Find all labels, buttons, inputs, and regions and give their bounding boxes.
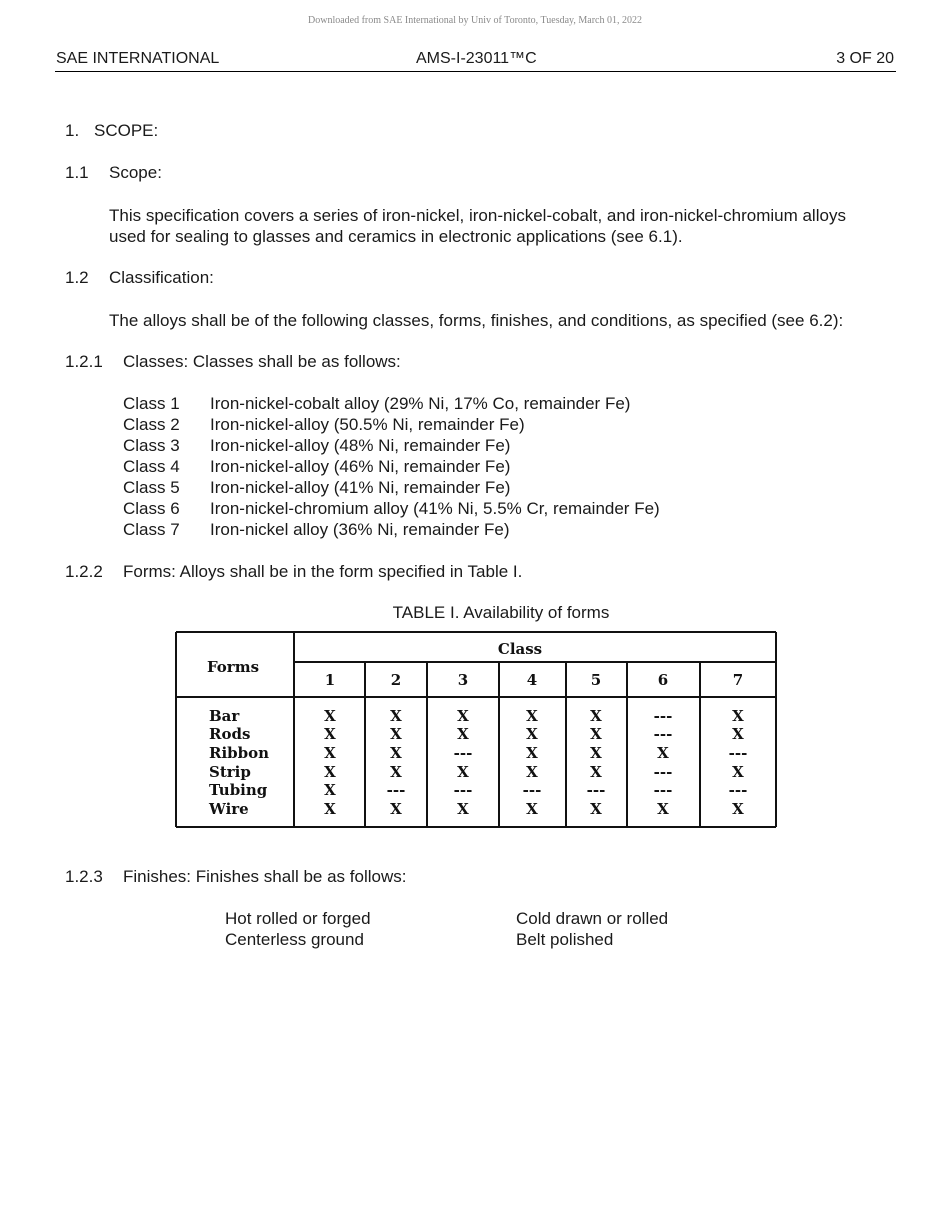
class-label: Class 4 bbox=[123, 457, 180, 476]
availability-cell: X bbox=[732, 707, 744, 725]
section-1-2-title: Classification: bbox=[109, 268, 214, 287]
availability-cell: X bbox=[590, 800, 602, 818]
availability-cell: --- bbox=[586, 781, 606, 799]
section-1-1-title: Scope: bbox=[109, 163, 162, 182]
availability-cell: X bbox=[526, 744, 538, 762]
section-1-number: 1. bbox=[65, 121, 80, 140]
class-label: Class 3 bbox=[123, 436, 180, 455]
class-list-item bbox=[123, 457, 510, 477]
availability-cell: X bbox=[457, 763, 469, 781]
class-description: Iron-nickel-alloy (41% Ni, remainder Fe) bbox=[210, 478, 511, 497]
availability-cell: X bbox=[324, 800, 336, 818]
class-number: 3 bbox=[457, 671, 469, 689]
availability-cell: --- bbox=[653, 725, 673, 743]
availability-cell: X bbox=[657, 800, 669, 818]
table-body bbox=[208, 707, 747, 818]
section-1-2-2-number: 1.2.2 bbox=[65, 562, 103, 581]
table-row bbox=[209, 725, 744, 743]
class-list-item bbox=[123, 478, 510, 498]
section-1-2-1-title: Classes: Classes shall be as follows: bbox=[123, 352, 401, 371]
header-rule bbox=[55, 71, 896, 72]
form-name: Strip bbox=[209, 763, 251, 781]
class-list-item bbox=[123, 499, 660, 519]
availability-cell: X bbox=[590, 725, 602, 743]
form-name: Tubing bbox=[209, 781, 268, 799]
finish-item: Hot rolled or forged bbox=[225, 909, 371, 928]
header-document-id: AMS-I-23011™C bbox=[416, 50, 537, 67]
class-description: Iron-nickel-alloy (48% Ni, remainder Fe) bbox=[210, 436, 511, 455]
header-page-number: 3 OF 20 bbox=[836, 50, 894, 67]
availability-cell: --- bbox=[522, 781, 542, 799]
availability-cell: --- bbox=[728, 744, 748, 762]
forms-availability-table bbox=[173, 628, 779, 830]
availability-cell: X bbox=[732, 725, 744, 743]
class-number-row bbox=[325, 671, 743, 689]
table-title: TABLE I. Availability of forms bbox=[392, 603, 610, 622]
class-label: Class 6 bbox=[123, 499, 180, 518]
class-header: Class bbox=[497, 640, 543, 658]
finish-item: Cold drawn or rolled bbox=[516, 909, 669, 928]
class-list-item bbox=[123, 520, 510, 540]
availability-cell: X bbox=[390, 763, 402, 781]
availability-cell: X bbox=[390, 800, 402, 818]
availability-cell: --- bbox=[453, 744, 473, 762]
availability-cell: X bbox=[457, 725, 469, 743]
class-number: 2 bbox=[390, 671, 402, 689]
availability-cell: X bbox=[324, 744, 336, 762]
availability-cell: X bbox=[657, 744, 669, 762]
availability-cell: X bbox=[590, 763, 602, 781]
section-1-title: SCOPE: bbox=[94, 121, 159, 140]
availability-cell: X bbox=[590, 707, 602, 725]
form-name: Ribbon bbox=[209, 744, 270, 762]
availability-cell: --- bbox=[653, 763, 673, 781]
form-name: Bar bbox=[209, 707, 240, 725]
availability-cell: X bbox=[324, 763, 336, 781]
table-row bbox=[209, 707, 744, 725]
class-description: Iron-nickel-alloy (46% Ni, remainder Fe) bbox=[210, 457, 511, 476]
class-label: Class 1 bbox=[123, 394, 180, 413]
class-description: Iron-nickel-alloy (50.5% Ni, remainder Fe) bbox=[210, 415, 525, 434]
table-row bbox=[209, 781, 747, 799]
availability-cell: X bbox=[324, 707, 336, 725]
availability-cell: X bbox=[732, 800, 744, 818]
availability-cell: --- bbox=[653, 781, 673, 799]
class-number: 5 bbox=[590, 671, 602, 689]
section-1-2-2-title: Forms: Alloys shall be in the form specified in Table I. bbox=[123, 562, 523, 581]
class-list-item bbox=[123, 394, 630, 414]
section-1-2-3-number: 1.2.3 bbox=[65, 867, 103, 886]
availability-cell: X bbox=[732, 763, 744, 781]
class-list-item bbox=[123, 436, 510, 456]
class-description: Iron-nickel-chromium alloy (41% Ni, 5.5% Cr, remainder Fe) bbox=[210, 499, 660, 518]
header-publisher: SAE INTERNATIONAL bbox=[56, 50, 220, 67]
availability-cell: --- bbox=[653, 707, 673, 725]
class-description: Iron-nickel alloy (36% Ni, remainder Fe) bbox=[210, 520, 510, 539]
classification-paragraph: The alloys shall be of the following classes, forms, finishes, and conditions, as specified (see 6.2): bbox=[109, 311, 844, 330]
availability-cell: --- bbox=[453, 781, 473, 799]
availability-cell: --- bbox=[728, 781, 748, 799]
availability-cell: X bbox=[526, 725, 538, 743]
table-row bbox=[208, 800, 744, 818]
availability-cell: X bbox=[324, 781, 336, 799]
class-number: 6 bbox=[657, 671, 669, 689]
availability-cell: X bbox=[324, 725, 336, 743]
availability-cell: X bbox=[526, 763, 538, 781]
availability-cell: X bbox=[390, 725, 402, 743]
availability-cell: X bbox=[390, 744, 402, 762]
availability-cell: X bbox=[457, 707, 469, 725]
availability-cell: X bbox=[526, 707, 538, 725]
class-description: Iron-nickel-cobalt alloy (29% Ni, 17% Co, remainder Fe) bbox=[210, 394, 631, 413]
class-number: 4 bbox=[526, 671, 538, 689]
availability-cell: X bbox=[590, 744, 602, 762]
finish-item: Belt polished bbox=[516, 930, 614, 949]
class-label: Class 7 bbox=[123, 520, 180, 539]
availability-cell: X bbox=[526, 800, 538, 818]
section-1-2-number: 1.2 bbox=[65, 268, 89, 287]
form-name: Wire bbox=[209, 800, 249, 818]
table-row bbox=[209, 744, 747, 762]
forms-header: Forms bbox=[206, 658, 260, 676]
class-label: Class 2 bbox=[123, 415, 180, 434]
class-number: 7 bbox=[732, 671, 744, 689]
class-label: Class 5 bbox=[123, 478, 180, 497]
download-note: Downloaded from SAE International by Univ of Toronto, Tuesday, March 01, 2022 bbox=[308, 15, 642, 26]
form-name: Rods bbox=[209, 725, 251, 743]
availability-cell: X bbox=[390, 707, 402, 725]
section-1-2-1-number: 1.2.1 bbox=[65, 352, 103, 371]
section-1-2-3-title: Finishes: Finishes shall be as follows: bbox=[123, 867, 407, 886]
availability-cell: --- bbox=[386, 781, 406, 799]
scope-paragraph-line-2: used for sealing to glasses and ceramics in electronic applications (see 6.1). bbox=[109, 227, 683, 246]
table-row bbox=[209, 763, 744, 781]
availability-cell: X bbox=[457, 800, 469, 818]
class-number: 1 bbox=[324, 671, 336, 689]
class-list-item bbox=[123, 415, 525, 435]
scope-paragraph-line-1: This specification covers a series of iron-nickel, iron-nickel-cobalt, and iron-nickel-chromium alloys bbox=[109, 206, 846, 225]
finish-item: Centerless ground bbox=[225, 930, 364, 949]
section-1-1-number: 1.1 bbox=[65, 163, 89, 182]
